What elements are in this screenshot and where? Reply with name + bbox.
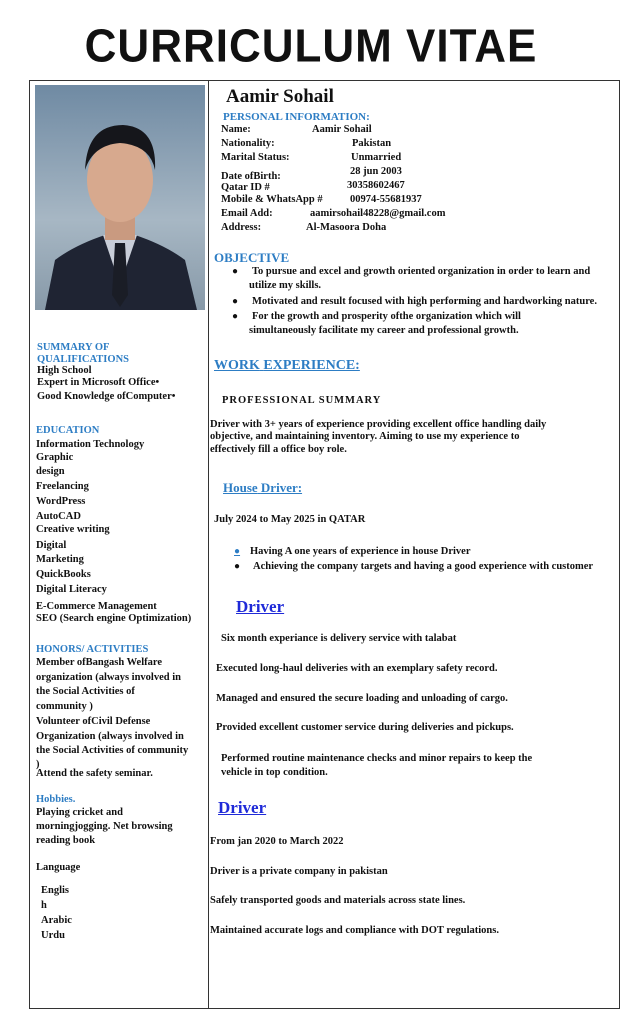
- job2-line: Managed and ensured the secure loading and unloading of cargo.: [216, 693, 508, 704]
- honors-item: community ): [36, 701, 93, 712]
- personal-info-value: 28 jun 2003: [350, 166, 402, 177]
- job1-bullet: Achieving the company targets and having a good experience with customer: [253, 561, 594, 572]
- bullet-icon: ●: [234, 561, 241, 572]
- job3-line: Driver is a private company in pakistan: [210, 866, 388, 877]
- summary-heading: SUMMARY OF QUALIFICATIONS: [37, 342, 129, 365]
- honors-heading: HONORS/ ACTIVITIES: [36, 644, 149, 655]
- personal-info-heading: PERSONAL INFORMATION:: [223, 111, 370, 123]
- honors-item: Member ofBangash Welfare: [36, 657, 162, 668]
- education-item: AutoCAD: [36, 511, 81, 522]
- job2-line: vehicle in top condition.: [221, 767, 328, 778]
- job3-title: Driver: [218, 798, 267, 817]
- language-item: Englis: [41, 885, 70, 896]
- document-title: CURRICULUM VITAE: [84, 20, 538, 73]
- summary-line: Driver with 3+ years of experience providing excellent office handling daily: [210, 419, 547, 430]
- personal-info-value: Unmarried: [351, 152, 402, 163]
- personal-info-value: 30358602467: [347, 180, 405, 191]
- honors-item: Volunteer ofCivil Defense: [36, 716, 151, 727]
- bullet-icon: ●: [232, 311, 239, 322]
- objective-line: utilize my skills.: [249, 280, 322, 291]
- personal-info-value: aamirsohail48228@gmail.com: [310, 208, 446, 219]
- personal-info-label: Qatar ID #: [221, 182, 270, 193]
- education-item: Graphic: [36, 452, 74, 463]
- objective-line: Motivated and result focused with high performing and hardworking nature.: [252, 296, 597, 307]
- job2-line: Six month experiance is delivery service with talabat: [221, 633, 457, 644]
- bullet-icon: ●: [234, 546, 241, 557]
- hobbies-item: morningjogging. Net browsing: [36, 821, 173, 832]
- personal-info-label: Name:: [221, 124, 251, 135]
- education-item: Digital: [36, 540, 67, 551]
- honors-item: Organization (always involved in: [36, 731, 184, 742]
- education-item: Freelancing: [36, 481, 89, 492]
- candidate-name: Aamir Sohail: [226, 86, 334, 107]
- education-item: Information Technology: [36, 439, 145, 450]
- job1-period: July 2024 to May 2025 in QATAR: [214, 514, 366, 525]
- education-item: WordPress: [36, 496, 86, 507]
- job3-line: Safely transported goods and materials across state lines.: [210, 895, 466, 906]
- job3-line: Maintained accurate logs and compliance with DOT regulations.: [210, 925, 499, 936]
- objective-line: To pursue and excel and growth oriented organization in order to learn and: [252, 266, 591, 277]
- column-divider: [208, 80, 209, 1009]
- language-item: h: [41, 900, 47, 911]
- bullet-icon: ●: [232, 296, 239, 307]
- personal-info-label: Address:: [221, 222, 262, 233]
- job1-title: House Driver:: [223, 480, 303, 495]
- professional-summary-heading: PROFESSIONAL SUMMARY: [222, 395, 382, 406]
- objective-heading: OBJECTIVE: [214, 250, 290, 265]
- education-item: E-Commerce Management: [36, 601, 157, 612]
- honors-item: the Social Activities of community: [36, 745, 189, 756]
- education-item: Creative writing: [36, 524, 110, 535]
- education-item: QuickBooks: [36, 569, 91, 580]
- hobbies-item: Playing cricket and: [36, 807, 123, 818]
- education-item: design: [36, 466, 65, 477]
- personal-info-label: Marital Status:: [221, 152, 290, 163]
- hobbies-item: reading book: [36, 835, 96, 846]
- objective-line: simultaneously facilitate my career and professional growth.: [249, 325, 519, 336]
- personal-info-value: Pakistan: [352, 138, 392, 149]
- language-heading: Language: [36, 862, 81, 873]
- personal-info-label: Mobile & WhatsApp #: [221, 194, 323, 205]
- qualification-item: Expert in Microsoft Office•: [37, 377, 160, 388]
- work-experience-heading: WORK EXPERIENCE:: [214, 358, 360, 373]
- hobbies-heading: Hobbies.: [36, 794, 76, 805]
- job2-line: Performed routine maintenance checks and minor repairs to keep the: [221, 753, 533, 764]
- language-item: Arabic: [41, 915, 72, 926]
- honors-item: Attend the safety seminar.: [36, 768, 153, 779]
- job3-period: From jan 2020 to March 2022: [210, 836, 344, 847]
- personal-info-label: Email Add:: [221, 208, 273, 219]
- personal-info-label: Date ofBirth:: [221, 171, 281, 182]
- job2-title: Driver: [236, 597, 285, 616]
- qualification-item: High School: [37, 365, 92, 376]
- personal-info-value: 00974-55681937: [350, 194, 422, 205]
- personal-info-value: Al-Masoora Doha: [306, 222, 387, 233]
- personal-info-label: Nationality:: [221, 138, 275, 149]
- education-item: Marketing: [36, 554, 84, 565]
- education-heading: EDUCATION: [36, 425, 100, 436]
- bullet-icon: ●: [232, 266, 239, 277]
- objective-line: For the growth and prosperity ofthe organization which will: [252, 311, 521, 322]
- job2-line: Provided excellent customer service during deliveries and pickups.: [216, 722, 514, 733]
- honors-item: ): [36, 759, 40, 770]
- job1-bullet: Having A one years of experience in house Driver: [250, 546, 471, 557]
- honors-item: organization (always involved in: [36, 672, 181, 683]
- honors-item: the Social Activities of: [36, 686, 135, 697]
- profile-photo: [35, 85, 205, 310]
- qualification-item: Good Knowledge ofComputer•: [37, 391, 176, 402]
- summary-line: objective, and maintaining inventory. Aiming to use my experience to: [210, 431, 520, 442]
- language-item: Urdu: [41, 930, 65, 941]
- education-item: SEO (Search engine Optimization): [36, 613, 192, 624]
- personal-info-value: Aamir Sohail: [312, 124, 372, 135]
- education-item: Digital Literacy: [36, 584, 107, 595]
- job2-line: Executed long-haul deliveries with an exemplary safety record.: [216, 663, 498, 674]
- summary-line: effectively fill a office boy role.: [210, 444, 347, 455]
